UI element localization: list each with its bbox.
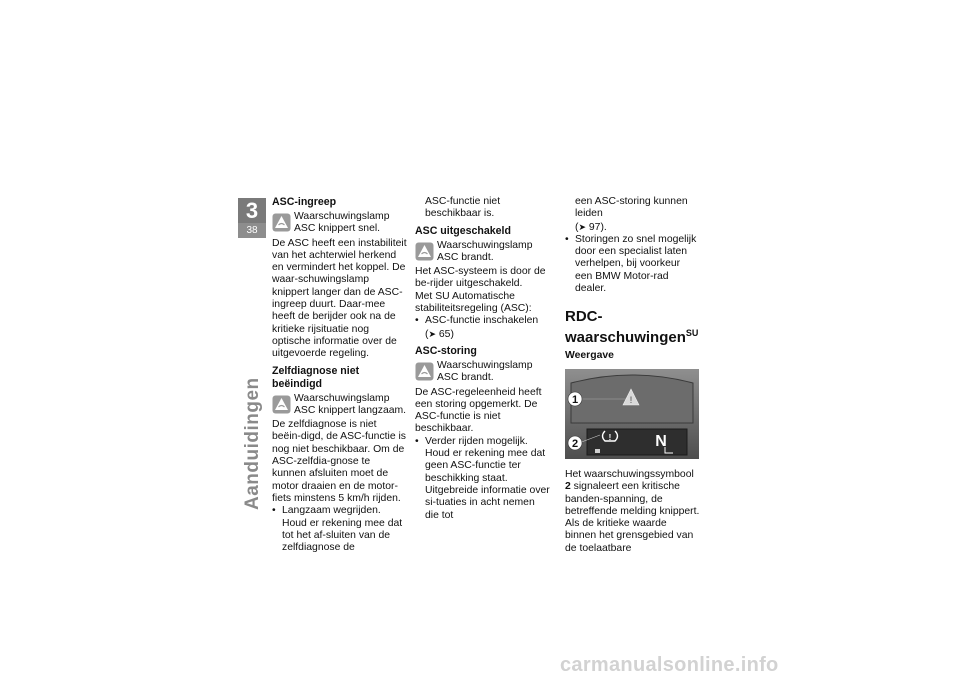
- paragraph-continued: ASC-functie niet beschikbaar is.: [425, 196, 501, 220]
- paragraph: Als de kritieke waarde binnen het grensgebied van de toelaatbare: [565, 518, 694, 554]
- column-2: [415, 196, 550, 522]
- lamp-text: Waarschuwingslamp ASC brandt.: [437, 359, 533, 384]
- asc-warning-lamp-icon: [415, 242, 434, 261]
- heading-weergave: Weergave: [565, 350, 614, 362]
- paragraph: De zelfdiagnose is niet beëin-digd, de ASC-functie is nog niet beschikbaar. Om de ASC-zelfdia-gnose te kunnen afsluiten moet de motor draaien en de motor-fiets minstens 5 km/h rijden.: [272, 419, 407, 504]
- page-number: 38: [238, 223, 266, 238]
- paragraph: [565, 469, 700, 518]
- column-1: [272, 196, 407, 554]
- heading-asc-ingreep: ASC-ingreep: [272, 196, 337, 208]
- page-ref-arrow-icon: ➤: [428, 328, 437, 339]
- page-ref-arrow-icon: ➤: [578, 221, 587, 232]
- lamp-text: Waarschuwingslamp ASC brandt.: [437, 239, 533, 263]
- paragraph-text: Het waarschuwingssymbool: [565, 468, 694, 480]
- watermark: carmanualsonline.info: [560, 654, 779, 676]
- heading-rdc-waarschuwingen: [565, 309, 700, 346]
- lamp-text: Waarschuwingslamp ASC knippert snel.: [294, 211, 390, 235]
- column-3: [565, 196, 700, 555]
- paragraph: De ASC-regeleenheid heeft een storing opgemerkt. De ASC-functie is niet beschikbaar.: [415, 386, 542, 435]
- heading-asc-storing: ASC-storing: [415, 344, 477, 357]
- continued-text: een ASC-storing kunnen leiden: [575, 196, 688, 220]
- list-item: • Langzaam wegrijden. Houd er rekening mee dat tot het af-sluiten van de zelfdiagnose de: [272, 505, 407, 554]
- paragraph: De ASC heeft een instabiliteit van het achterwiel herkend en vermindert het koppel. De waar-schuwingslamp knippert langer dan de ASC-ingreep duurt. Daar-mee heeft de berijder ook na de kritieke rijsituatie nog optische informatie over de uitgevoerde regeling.: [272, 237, 407, 360]
- svg-text:2: 2: [571, 437, 579, 450]
- svg-text:!: !: [629, 394, 633, 405]
- heading-zelfdiagnose: Zelfdiagnose niet beëindigd: [272, 364, 360, 390]
- bullet-list: [272, 505, 407, 554]
- paragraph: Het ASC-systeem is door de be-rijder uitgeschakeld.: [415, 266, 546, 290]
- chapter-tab: [238, 198, 266, 238]
- heading-part: RDC-: [565, 308, 603, 326]
- list-item: • ASC-functie inschakelen (➤ 65): [415, 315, 550, 341]
- su-marker: SU: [685, 328, 699, 339]
- asc-warning-lamp-icon: [415, 362, 434, 381]
- heading-asc-uitgeschakeld: ASC uitgeschakeld: [415, 224, 511, 237]
- heading-part: waarschuwingen: [565, 329, 686, 347]
- lamp-text: Waarschuwingslamp ASC knippert langzaam.: [294, 392, 407, 416]
- lamp-row: [272, 393, 407, 418]
- lamp-row: [415, 360, 550, 385]
- list-item-text: ASC-functie inschakelen: [425, 315, 539, 327]
- asc-warning-lamp-icon: [272, 213, 291, 232]
- paragraph-continued: een ASC-storing kunnen leiden (➤ 97).: [575, 196, 688, 233]
- page-ref[interactable]: 97).: [588, 221, 607, 233]
- chapter-side-title: [238, 360, 266, 510]
- callout-number: 2: [565, 481, 571, 493]
- lamp-row: [272, 211, 407, 236]
- paragraph: Met SU Automatische stabiliteitsregeling (ASC):: [415, 290, 532, 315]
- page-ref[interactable]: 65): [438, 328, 454, 340]
- chapter-number: 3: [245, 198, 259, 223]
- bullet-list: [415, 315, 550, 341]
- svg-text:1: 1: [571, 393, 579, 406]
- list-item: • Storingen zo snel mogelijk door een specialist laten verhelpen, bij voorkeur een BMW Motor-rad dealer.: [565, 234, 700, 295]
- chapter-title: Aanduidingen: [242, 377, 263, 510]
- asc-warning-lamp-icon: [272, 395, 291, 414]
- bullet-list: [565, 234, 700, 295]
- lamp-row: [415, 240, 550, 265]
- paragraph-text: signaleert een kritische banden-spanning, de betreffende melding knippert.: [565, 481, 700, 517]
- dashboard-figure: [565, 369, 699, 459]
- svg-text:!: !: [608, 432, 612, 442]
- list-item: • Verder rijden mogelijk. Houd er rekening mee dat geen ASC-functie ter beschikking staat. Uitgebreide informatie over si-tuaties in acht nemen die tot: [415, 436, 550, 522]
- bullet-list: [415, 436, 550, 522]
- gear-indicator: N: [655, 432, 667, 450]
